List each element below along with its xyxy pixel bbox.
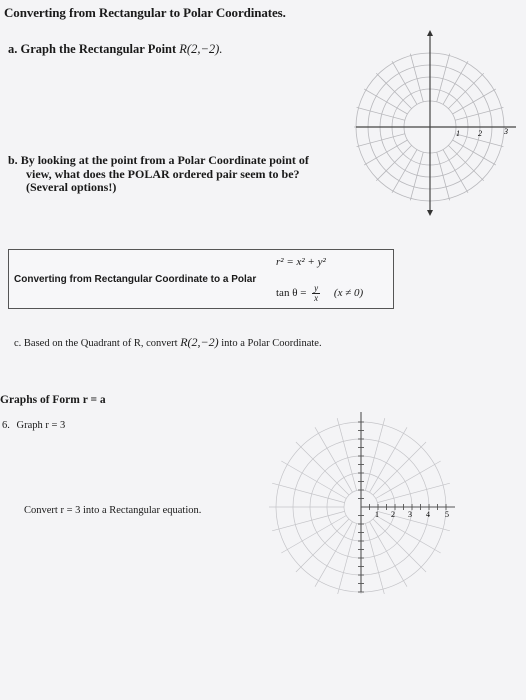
part-b-line2: view, what does the POLAR ordered pair seem to be? [26,166,300,181]
tan-lhs: tan θ = [276,287,307,300]
part-c-question [14,335,322,350]
grid-ray [315,427,353,492]
grid-ray [377,483,449,502]
grid-ray [376,461,441,499]
grid-ray [370,427,408,492]
part-c-letter: c. [14,338,22,349]
grid-ray [296,519,349,572]
grid-ray [448,73,483,108]
tick-label-1: 1 [375,510,379,519]
formula-box-label: Converting from Rectangular Coordinate to a Polar [14,274,257,285]
question-6-text: Graph r = 3 [16,420,66,431]
grid-ray [370,522,408,587]
part-c-text: Based on the Quadrant of R, convert [23,338,178,349]
grid-ray [377,511,449,530]
part-b-letter: b. [8,153,18,167]
tan-denominator: x [314,293,319,303]
question-6-number: 6. [2,420,10,431]
tick-label-4: 4 [426,510,430,519]
part-a-letter: a. [8,42,18,56]
arrow-up-icon [427,30,433,36]
grid-ray [281,516,346,554]
tick-label-1: 1 [456,129,460,138]
tick-label-5: 5 [445,510,449,519]
tick-label-3: 3 [408,510,412,519]
grid-ray [365,418,384,490]
part-a-point: R(2,−2). [179,42,223,56]
grid-ray [376,516,441,554]
polar-grid-bottom [265,410,465,594]
part-a-text: Graph the Rectangular Point [20,42,177,56]
grid-ray [373,519,426,572]
tan-numerator: y [314,283,319,293]
arrow-down-icon [427,210,433,216]
part-c-tail: into a Polar Coordinate. [221,338,322,349]
grid-ray [376,145,411,180]
part-a-question [8,42,222,57]
grid-ray [315,522,353,587]
tan-condition: (x ≠ 0) [333,287,364,300]
grid-ray [376,73,411,108]
section-title: Graphs of Form r = a [0,394,106,406]
question-6 [2,420,65,431]
grid-ray [296,442,349,495]
part-b-question [8,154,338,195]
formula-r-squared: r² = x² + y² [276,256,326,268]
formula-tan-theta [276,284,363,303]
grid-ray [337,418,356,490]
tick-label-3: 3 [504,127,508,136]
page-title: Converting from Rectangular to Polar Coordinates. [4,5,286,20]
part-b-line1: By looking at the point from a Polar Coordinate point of [20,153,309,167]
part-c-point: R(2,−2) [180,335,219,349]
grid-ray [281,461,346,499]
grid-ray [373,442,426,495]
grid-ray [448,145,483,180]
tick-label-2: 2 [391,510,395,519]
grid-ray [272,511,344,530]
tick-label-2: 2 [478,129,482,138]
polar-grid-top [354,30,518,216]
part-b-line3: (Several options!) [26,180,117,194]
convert-question: Convert r = 3 into a Rectangular equation. [24,505,202,516]
grid-ray [272,483,344,502]
